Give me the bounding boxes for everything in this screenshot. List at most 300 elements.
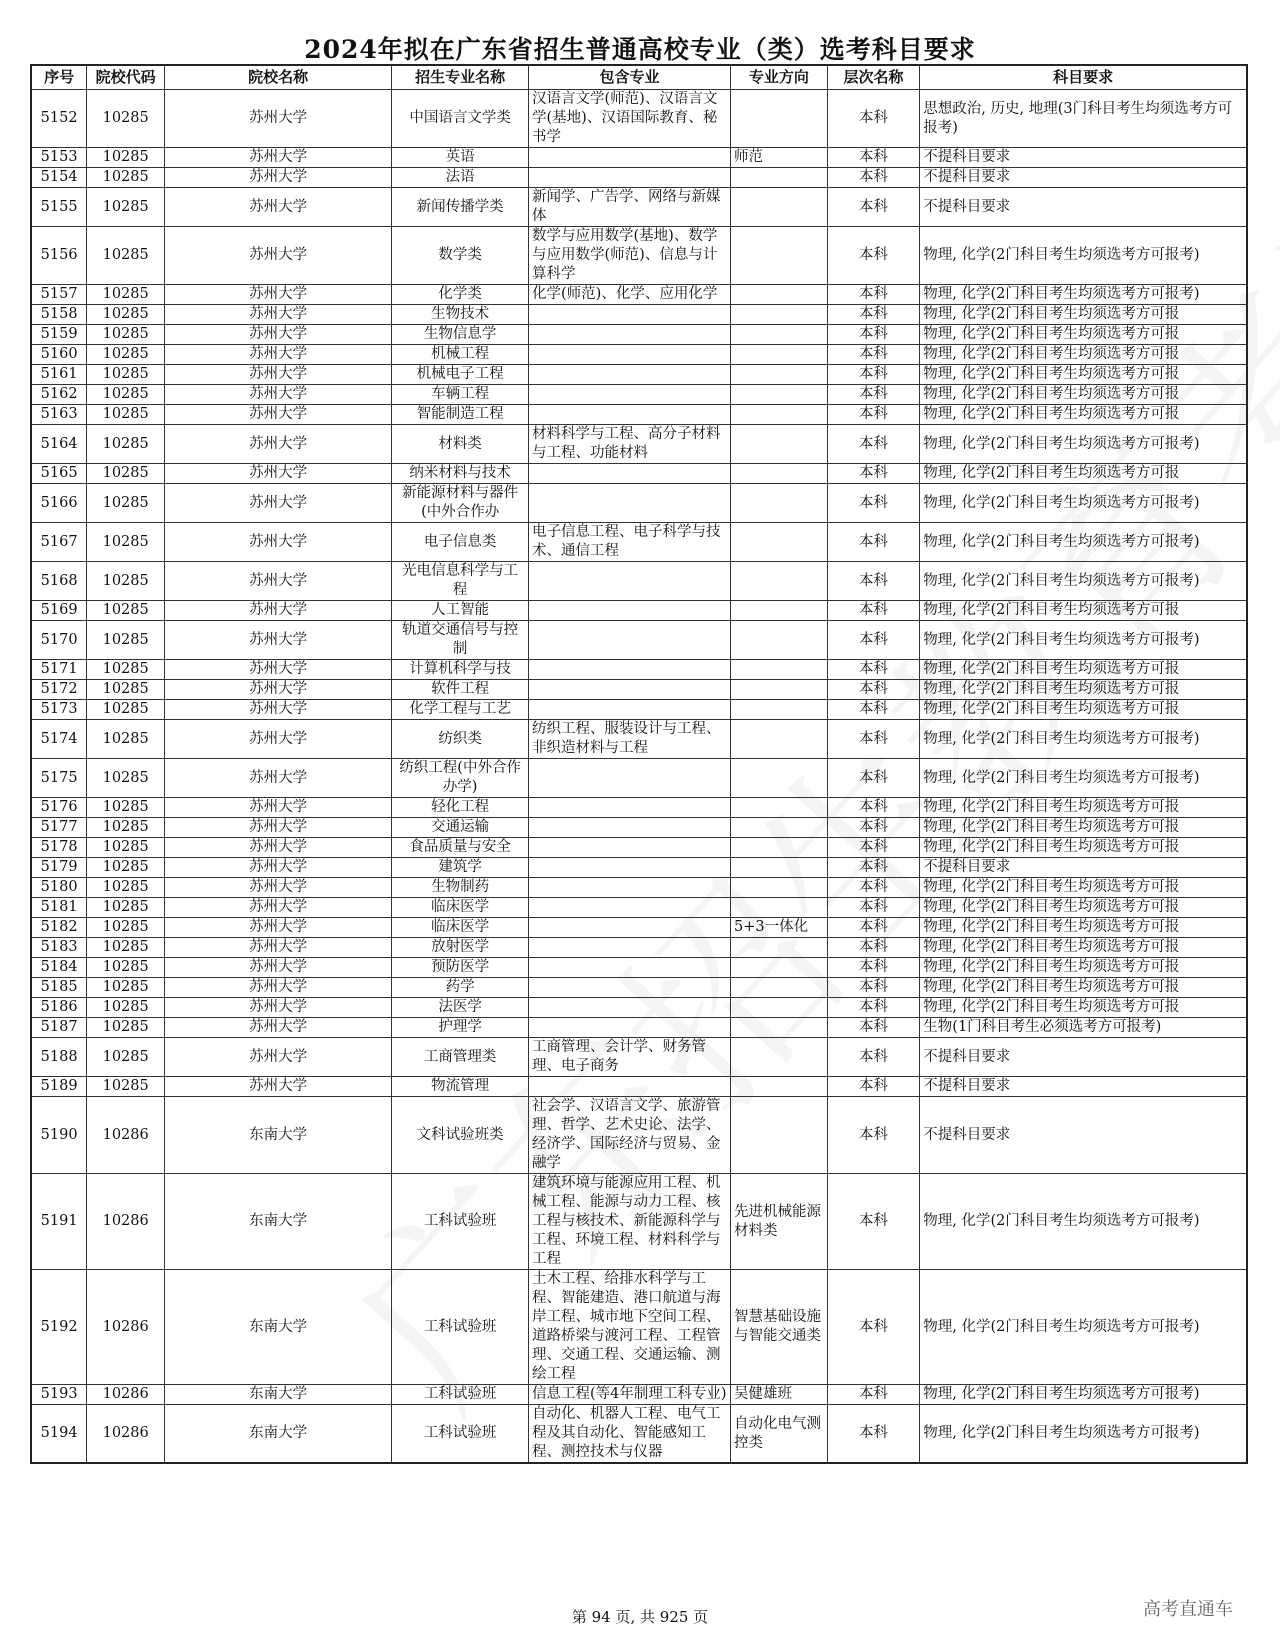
cell-seq: 5181 — [31, 898, 87, 918]
cell-school-code: 10285 — [87, 345, 165, 365]
cell-direction — [730, 818, 827, 838]
cell-school-code: 10285 — [87, 464, 165, 484]
cell-direction — [730, 562, 827, 601]
cell-included-majors — [529, 365, 731, 385]
cell-level: 本科 — [827, 1097, 920, 1174]
cell-subject-requirement: 思想政治, 历史, 地理(3门科目考生均须选考方可报考) — [920, 90, 1247, 148]
table-row — [31, 798, 1247, 818]
cell-subject-requirement: 物理, 化学(2门科目考生均须选考方可报 — [920, 898, 1247, 918]
cell-included-majors — [529, 998, 731, 1018]
cell-included-majors — [529, 898, 731, 918]
col-header-school-name: 院校名称 — [165, 65, 392, 90]
page-number: 第 94 页, 共 925 页 — [571, 1608, 709, 1626]
cell-level: 本科 — [827, 1038, 920, 1077]
cell-level: 本科 — [827, 660, 920, 680]
cell-included-majors: 新闻学、广告学、网络与新媒体 — [529, 188, 731, 227]
cell-level: 本科 — [827, 425, 920, 464]
table-row — [31, 345, 1247, 365]
cell-direction — [730, 188, 827, 227]
cell-seq: 5193 — [31, 1385, 87, 1405]
cell-level: 本科 — [827, 464, 920, 484]
cell-subject-requirement: 物理, 化学(2门科目考生均须选考方可报考) — [920, 523, 1247, 562]
cell-major-name: 软件工程 — [392, 680, 529, 700]
cell-school-code: 10285 — [87, 385, 165, 405]
cell-seq: 5157 — [31, 285, 87, 305]
cell-level: 本科 — [827, 90, 920, 148]
cell-level: 本科 — [827, 345, 920, 365]
cell-included-majors — [529, 148, 731, 168]
cell-included-majors — [529, 1018, 731, 1038]
cell-included-majors — [529, 798, 731, 818]
cell-direction: 师范 — [730, 148, 827, 168]
cell-subject-requirement: 不提科目要求 — [920, 148, 1247, 168]
table-row — [31, 484, 1247, 523]
cell-direction: 自动化电气测控类 — [730, 1405, 827, 1464]
cell-school-name: 东南大学 — [165, 1385, 392, 1405]
cell-direction — [730, 680, 827, 700]
cell-subject-requirement: 物理, 化学(2门科目考生均须选考方可报 — [920, 305, 1247, 325]
cell-seq: 5165 — [31, 464, 87, 484]
cell-level: 本科 — [827, 601, 920, 621]
cell-subject-requirement: 不提科目要求 — [920, 1077, 1247, 1097]
cell-school-code: 10285 — [87, 148, 165, 168]
cell-included-majors — [529, 345, 731, 365]
cell-included-majors — [529, 1077, 731, 1097]
table-row — [31, 838, 1247, 858]
cell-included-majors: 自动化、机器人工程、电气工程及其自动化、智能感知工程、测控技术与仪器 — [529, 1405, 731, 1464]
cell-major-name: 食品质量与安全 — [392, 838, 529, 858]
cell-level: 本科 — [827, 484, 920, 523]
cell-school-code: 10285 — [87, 601, 165, 621]
cell-school-code: 10285 — [87, 918, 165, 938]
cell-school-code: 10285 — [87, 425, 165, 464]
cell-subject-requirement: 不提科目要求 — [920, 858, 1247, 878]
page-title: 2024年拟在广东省招生普通高校专业（类）选考科目要求 — [304, 35, 976, 64]
cell-subject-requirement: 物理, 化学(2门科目考生均须选考方可报 — [920, 878, 1247, 898]
cell-included-majors — [529, 601, 731, 621]
cell-level: 本科 — [827, 188, 920, 227]
cell-subject-requirement: 不提科目要求 — [920, 1097, 1247, 1174]
cell-school-name: 苏州大学 — [165, 464, 392, 484]
cell-direction — [730, 858, 827, 878]
cell-school-name: 苏州大学 — [165, 660, 392, 680]
cell-subject-requirement: 物理, 化学(2门科目考生均须选考方可报考) — [920, 285, 1247, 305]
cell-subject-requirement: 物理, 化学(2门科目考生均须选考方可报 — [920, 818, 1247, 838]
cell-level: 本科 — [827, 700, 920, 720]
cell-direction — [730, 838, 827, 858]
cell-level: 本科 — [827, 1385, 920, 1405]
cell-school-name: 苏州大学 — [165, 325, 392, 345]
cell-direction — [730, 464, 827, 484]
cell-level: 本科 — [827, 1174, 920, 1270]
cell-included-majors — [529, 305, 731, 325]
cell-direction — [730, 305, 827, 325]
cell-school-code: 10286 — [87, 1174, 165, 1270]
cell-school-code: 10285 — [87, 305, 165, 325]
cell-level: 本科 — [827, 858, 920, 878]
table-row — [31, 938, 1247, 958]
cell-school-name: 苏州大学 — [165, 285, 392, 305]
cell-school-name: 苏州大学 — [165, 818, 392, 838]
cell-school-name: 东南大学 — [165, 1405, 392, 1464]
cell-included-majors — [529, 484, 731, 523]
cell-school-name: 苏州大学 — [165, 188, 392, 227]
table-row — [31, 464, 1247, 484]
cell-level: 本科 — [827, 918, 920, 938]
cell-direction: 智慧基础设施与智能交通类 — [730, 1270, 827, 1385]
cell-direction — [730, 345, 827, 365]
cell-seq: 5154 — [31, 168, 87, 188]
cell-seq: 5160 — [31, 345, 87, 365]
table-row — [31, 759, 1247, 798]
table-row — [31, 305, 1247, 325]
cell-level: 本科 — [827, 1270, 920, 1385]
cell-major-name: 预防医学 — [392, 958, 529, 978]
cell-included-majors — [529, 562, 731, 601]
cell-school-code: 10285 — [87, 878, 165, 898]
cell-level: 本科 — [827, 958, 920, 978]
cell-included-majors — [529, 385, 731, 405]
cell-major-name: 人工智能 — [392, 601, 529, 621]
table-row — [31, 700, 1247, 720]
table-row — [31, 425, 1247, 464]
table-row — [31, 1097, 1247, 1174]
cell-school-name: 苏州大学 — [165, 938, 392, 958]
cell-subject-requirement: 物理, 化学(2门科目考生均须选考方可报考) — [920, 484, 1247, 523]
cell-seq: 5188 — [31, 1038, 87, 1077]
table-row — [31, 227, 1247, 285]
cell-direction: 吴健雄班 — [730, 1385, 827, 1405]
cell-seq: 5174 — [31, 720, 87, 759]
cell-subject-requirement: 物理, 化学(2门科目考生均须选考方可报 — [920, 385, 1247, 405]
cell-school-code: 10285 — [87, 938, 165, 958]
cell-seq: 5153 — [31, 148, 87, 168]
cell-seq: 5191 — [31, 1174, 87, 1270]
cell-subject-requirement: 物理, 化学(2门科目考生均须选考方可报 — [920, 601, 1247, 621]
cell-major-name: 化学工程与工艺 — [392, 700, 529, 720]
cell-seq: 5179 — [31, 858, 87, 878]
cell-direction — [730, 798, 827, 818]
cell-direction: 先进机械能源材料类 — [730, 1174, 827, 1270]
cell-school-name: 苏州大学 — [165, 838, 392, 858]
cell-school-code: 10285 — [87, 285, 165, 305]
cell-seq: 5186 — [31, 998, 87, 1018]
cell-direction — [730, 660, 827, 680]
cell-school-name: 苏州大学 — [165, 680, 392, 700]
cell-school-name: 苏州大学 — [165, 700, 392, 720]
cell-seq: 5171 — [31, 660, 87, 680]
table-row — [31, 818, 1247, 838]
cell-major-name: 护理学 — [392, 1018, 529, 1038]
cell-subject-requirement: 物理, 化学(2门科目考生均须选考方可报 — [920, 978, 1247, 998]
table-row — [31, 1385, 1247, 1405]
cell-seq: 5190 — [31, 1097, 87, 1174]
cell-school-code: 10285 — [87, 168, 165, 188]
cell-level: 本科 — [827, 1077, 920, 1097]
cell-school-name: 东南大学 — [165, 1270, 392, 1385]
cell-included-majors — [529, 621, 731, 660]
cell-major-name: 工科试验班 — [392, 1385, 529, 1405]
cell-included-majors: 社会学、汉语言文学、旅游管理、哲学、艺术史论、法学、经济学、国际经济与贸易、金融学 — [529, 1097, 731, 1174]
cell-school-name: 苏州大学 — [165, 858, 392, 878]
cell-school-name: 苏州大学 — [165, 425, 392, 464]
cell-included-majors: 数学与应用数学(基地)、数学与应用数学(师范)、信息与计算科学 — [529, 227, 731, 285]
cell-major-name: 建筑学 — [392, 858, 529, 878]
cell-seq: 5170 — [31, 621, 87, 660]
cell-direction — [730, 285, 827, 305]
cell-major-name: 法语 — [392, 168, 529, 188]
cell-subject-requirement: 物理, 化学(2门科目考生均须选考方可报 — [920, 700, 1247, 720]
cell-subject-requirement: 物理, 化学(2门科目考生均须选考方可报考) — [920, 621, 1247, 660]
cell-school-code: 10285 — [87, 188, 165, 227]
cell-major-name: 轻化工程 — [392, 798, 529, 818]
table-row — [31, 978, 1247, 998]
cell-major-name: 生物制药 — [392, 878, 529, 898]
table-row — [31, 1405, 1247, 1464]
cell-subject-requirement: 物理, 化学(2门科目考生均须选考方可报考) — [920, 759, 1247, 798]
cell-school-code: 10285 — [87, 660, 165, 680]
col-header-included-majors: 包含专业 — [529, 65, 731, 90]
cell-included-majors: 纺织工程、服装设计与工程、非织造材料与工程 — [529, 720, 731, 759]
cell-school-code: 10285 — [87, 858, 165, 878]
cell-major-name: 纺织工程(中外合作办学) — [392, 759, 529, 798]
table-row — [31, 998, 1247, 1018]
cell-school-code: 10285 — [87, 998, 165, 1018]
cell-school-code: 10285 — [87, 621, 165, 660]
cell-school-code: 10285 — [87, 680, 165, 700]
cell-direction — [730, 621, 827, 660]
cell-level: 本科 — [827, 1018, 920, 1038]
cell-subject-requirement: 物理, 化学(2门科目考生均须选考方可报考) — [920, 562, 1247, 601]
cell-major-name: 英语 — [392, 148, 529, 168]
cell-level: 本科 — [827, 720, 920, 759]
cell-seq: 5194 — [31, 1405, 87, 1464]
table-row — [31, 168, 1247, 188]
cell-major-name: 临床医学 — [392, 918, 529, 938]
cell-school-code: 10285 — [87, 898, 165, 918]
table-row — [31, 878, 1247, 898]
cell-school-name: 苏州大学 — [165, 1038, 392, 1077]
cell-major-name: 智能制造工程 — [392, 405, 529, 425]
cell-level: 本科 — [827, 305, 920, 325]
cell-seq: 5163 — [31, 405, 87, 425]
cell-included-majors: 化学(师范)、化学、应用化学 — [529, 285, 731, 305]
cell-school-name: 苏州大学 — [165, 168, 392, 188]
cell-subject-requirement: 物理, 化学(2门科目考生均须选考方可报 — [920, 365, 1247, 385]
cell-subject-requirement: 物理, 化学(2门科目考生均须选考方可报 — [920, 918, 1247, 938]
cell-seq: 5177 — [31, 818, 87, 838]
cell-major-name: 文科试验班类 — [392, 1097, 529, 1174]
cell-direction — [730, 958, 827, 978]
cell-subject-requirement: 物理, 化学(2门科目考生均须选考方可报考) — [920, 1270, 1247, 1385]
table-row — [31, 660, 1247, 680]
cell-subject-requirement: 物理, 化学(2门科目考生均须选考方可报 — [920, 958, 1247, 978]
cell-seq: 5158 — [31, 305, 87, 325]
cell-direction — [730, 425, 827, 464]
cell-school-code: 10285 — [87, 562, 165, 601]
table-row — [31, 680, 1247, 700]
cell-school-code: 10285 — [87, 365, 165, 385]
cell-school-name: 苏州大学 — [165, 345, 392, 365]
cell-direction — [730, 759, 827, 798]
cell-seq: 5189 — [31, 1077, 87, 1097]
table-row — [31, 720, 1247, 759]
cell-subject-requirement: 不提科目要求 — [920, 1038, 1247, 1077]
table-row — [31, 1270, 1247, 1385]
cell-school-name: 苏州大学 — [165, 720, 392, 759]
cell-direction — [730, 1038, 827, 1077]
cell-major-name: 生物技术 — [392, 305, 529, 325]
requirements-table — [30, 64, 1248, 1464]
cell-seq: 5173 — [31, 700, 87, 720]
cell-major-name: 工科试验班 — [392, 1405, 529, 1464]
cell-subject-requirement: 不提科目要求 — [920, 188, 1247, 227]
cell-direction — [730, 1077, 827, 1097]
cell-included-majors — [529, 700, 731, 720]
table-row — [31, 188, 1247, 227]
cell-school-name: 苏州大学 — [165, 958, 392, 978]
cell-seq: 5166 — [31, 484, 87, 523]
cell-included-majors: 汉语言文学(师范)、汉语言文学(基地)、汉语国际教育、秘书学 — [529, 90, 731, 148]
cell-subject-requirement: 物理, 化学(2门科目考生均须选考方可报考) — [920, 425, 1247, 464]
cell-included-majors — [529, 680, 731, 700]
cell-direction — [730, 601, 827, 621]
cell-direction — [730, 365, 827, 385]
cell-seq: 5182 — [31, 918, 87, 938]
cell-school-name: 苏州大学 — [165, 918, 392, 938]
cell-direction — [730, 1097, 827, 1174]
cell-level: 本科 — [827, 405, 920, 425]
cell-school-code: 10286 — [87, 1405, 165, 1464]
cell-major-name: 计算机科学与技 — [392, 660, 529, 680]
cell-major-name: 新闻传播学类 — [392, 188, 529, 227]
cell-included-majors — [529, 759, 731, 798]
cell-included-majors — [529, 168, 731, 188]
table-row — [31, 1077, 1247, 1097]
cell-seq: 5187 — [31, 1018, 87, 1038]
cell-seq: 5162 — [31, 385, 87, 405]
cell-level: 本科 — [827, 325, 920, 345]
cell-school-code: 10285 — [87, 325, 165, 345]
cell-school-code: 10285 — [87, 90, 165, 148]
cell-school-code: 10285 — [87, 818, 165, 838]
cell-school-name: 苏州大学 — [165, 878, 392, 898]
cell-direction — [730, 978, 827, 998]
cell-level: 本科 — [827, 562, 920, 601]
table-row — [31, 858, 1247, 878]
cell-seq: 5180 — [31, 878, 87, 898]
col-header-direction: 专业方向 — [730, 65, 827, 90]
cell-subject-requirement: 物理, 化学(2门科目考生均须选考方可报考) — [920, 1385, 1247, 1405]
cell-included-majors: 工商管理、会计学、财务管理、电子商务 — [529, 1038, 731, 1077]
cell-major-name: 材料类 — [392, 425, 529, 464]
cell-subject-requirement: 物理, 化学(2门科目考生均须选考方可报考) — [920, 720, 1247, 759]
cell-school-code: 10285 — [87, 405, 165, 425]
cell-level: 本科 — [827, 365, 920, 385]
cell-subject-requirement: 物理, 化学(2门科目考生均须选考方可报 — [920, 838, 1247, 858]
cell-level: 本科 — [827, 227, 920, 285]
cell-major-name: 轨道交通信号与控制 — [392, 621, 529, 660]
cell-level: 本科 — [827, 978, 920, 998]
cell-school-code: 10285 — [87, 720, 165, 759]
cell-included-majors — [529, 878, 731, 898]
cell-school-code: 10285 — [87, 523, 165, 562]
cell-major-name: 数学类 — [392, 227, 529, 285]
cell-direction — [730, 720, 827, 759]
cell-school-code: 10285 — [87, 838, 165, 858]
cell-direction — [730, 168, 827, 188]
cell-direction — [730, 405, 827, 425]
cell-major-name: 临床医学 — [392, 898, 529, 918]
cell-major-name: 生物信息学 — [392, 325, 529, 345]
cell-subject-requirement: 物理, 化学(2门科目考生均须选考方可报 — [920, 325, 1247, 345]
cell-direction: 5+3一体化 — [730, 918, 827, 938]
cell-school-name: 东南大学 — [165, 1097, 392, 1174]
cell-school-name: 苏州大学 — [165, 601, 392, 621]
cell-subject-requirement: 物理, 化学(2门科目考生均须选考方可报 — [920, 405, 1247, 425]
cell-school-name: 苏州大学 — [165, 562, 392, 601]
table-row — [31, 523, 1247, 562]
cell-level: 本科 — [827, 1405, 920, 1464]
cell-seq: 5156 — [31, 227, 87, 285]
cell-subject-requirement: 物理, 化学(2门科目考生均须选考方可报 — [920, 680, 1247, 700]
cell-level: 本科 — [827, 938, 920, 958]
cell-seq: 5178 — [31, 838, 87, 858]
cell-seq: 5168 — [31, 562, 87, 601]
cell-subject-requirement: 物理, 化学(2门科目考生均须选考方可报考) — [920, 1405, 1247, 1464]
cell-level: 本科 — [827, 385, 920, 405]
cell-school-code: 10285 — [87, 1077, 165, 1097]
cell-seq: 5159 — [31, 325, 87, 345]
table-row — [31, 365, 1247, 385]
cell-school-code: 10285 — [87, 759, 165, 798]
cell-level: 本科 — [827, 838, 920, 858]
cell-level: 本科 — [827, 998, 920, 1018]
table-row — [31, 1174, 1247, 1270]
cell-direction — [730, 998, 827, 1018]
cell-major-name: 化学类 — [392, 285, 529, 305]
cell-included-majors — [529, 858, 731, 878]
cell-major-name: 纺织类 — [392, 720, 529, 759]
cell-major-name: 交通运输 — [392, 818, 529, 838]
cell-major-name: 机械工程 — [392, 345, 529, 365]
cell-school-name: 苏州大学 — [165, 227, 392, 285]
table-row — [31, 958, 1247, 978]
col-header-major-name: 招生专业名称 — [392, 65, 529, 90]
cell-school-name: 苏州大学 — [165, 305, 392, 325]
cell-seq: 5176 — [31, 798, 87, 818]
cell-included-majors — [529, 958, 731, 978]
cell-direction — [730, 484, 827, 523]
cell-major-name: 纳米材料与技术 — [392, 464, 529, 484]
cell-school-name: 苏州大学 — [165, 365, 392, 385]
table-row — [31, 90, 1247, 148]
cell-seq: 5192 — [31, 1270, 87, 1385]
cell-seq: 5184 — [31, 958, 87, 978]
cell-school-code: 10285 — [87, 958, 165, 978]
cell-school-code: 10285 — [87, 1038, 165, 1077]
cell-school-name: 苏州大学 — [165, 148, 392, 168]
cell-school-code: 10286 — [87, 1270, 165, 1385]
cell-direction — [730, 700, 827, 720]
table-row — [31, 898, 1247, 918]
cell-level: 本科 — [827, 523, 920, 562]
cell-major-name: 中国语言文学类 — [392, 90, 529, 148]
cell-level: 本科 — [827, 878, 920, 898]
cell-major-name: 新能源材料与器件(中外合作办 — [392, 484, 529, 523]
table-row — [31, 1038, 1247, 1077]
cell-major-name: 光电信息科学与工程 — [392, 562, 529, 601]
